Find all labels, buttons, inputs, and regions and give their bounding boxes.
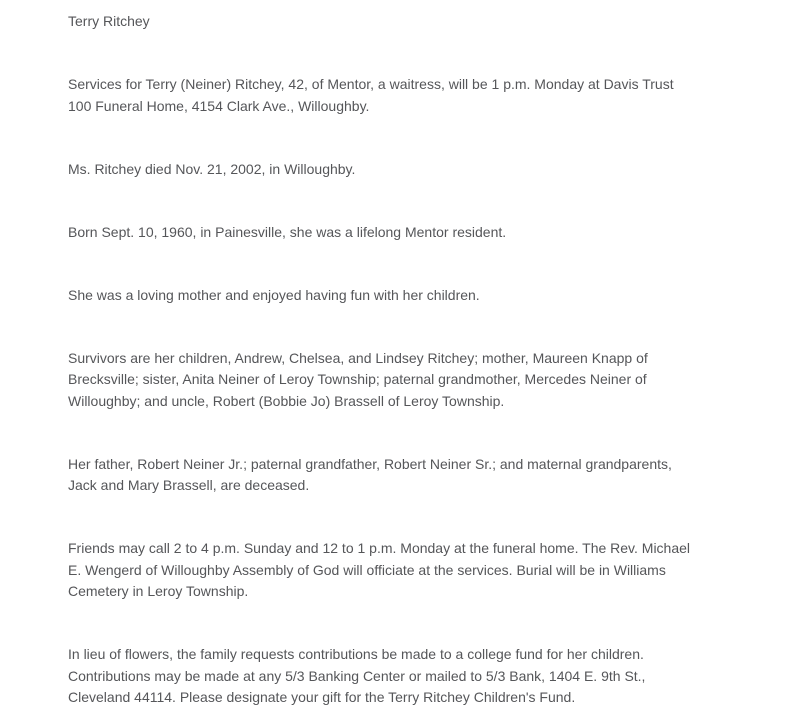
obituary-paragraph-birth: Born Sept. 10, 1960, in Painesville, she was a lifelong Mentor resident.: [68, 223, 507, 240]
obituary-paragraph-visitation: Friends may call 2 to 4 p.m. Sunday and 12 to 1 p.m. Monday at the funeral home. The Rev. Michael E. Wengerd of Willoughby Assembly of God will officiate at the services. Burial will be in Williams Cemetery in Leroy Township.: [68, 540, 691, 599]
obituary-paragraph-services: Services for Terry (Neiner) Ritchey, 42, of Mentor, a waitress, will be 1 p.m. Monday at Davis Trust 100 Funeral Home, 4154 Clark Ave., Willoughby.: [68, 76, 674, 114]
obituary-paragraph-deceased-relatives: Her father, Robert Neiner Jr.; paternal grandfather, Robert Neiner Sr.; and maternal grandparents, Jack and Mary Brassell, are deceased.: [68, 455, 672, 493]
obituary-paragraph-contributions: In lieu of flowers, the family requests contributions be made to a college fund for her children. Contributions may be made at any 5/3 Banking Center or mailed to 5/3 Bank, 1404 E. 9th St., Cleveland 44114. Please designate your gift for the Terry Ritchey Children's Fund.: [68, 646, 646, 705]
obituary-paragraph-survivors: Survivors are her children, Andrew, Chelsea, and Lindsey Ritchey; mother, Maureen Knapp of Brecksville; sister, Anita Neiner of Leroy Township; paternal grandmother, Mercedes Neiner of Willoughby; and uncle, Robert (Bobbie Jo) Brassell of Leroy Township.: [68, 349, 648, 409]
page-title: Terry Ritchey: [68, 13, 150, 29]
obituary-paragraph-death: Ms. Ritchey died Nov. 21, 2002, in Willoughby.: [68, 160, 356, 177]
obituary-paragraph-life: She was a loving mother and enjoyed having fun with her children.: [68, 286, 480, 303]
